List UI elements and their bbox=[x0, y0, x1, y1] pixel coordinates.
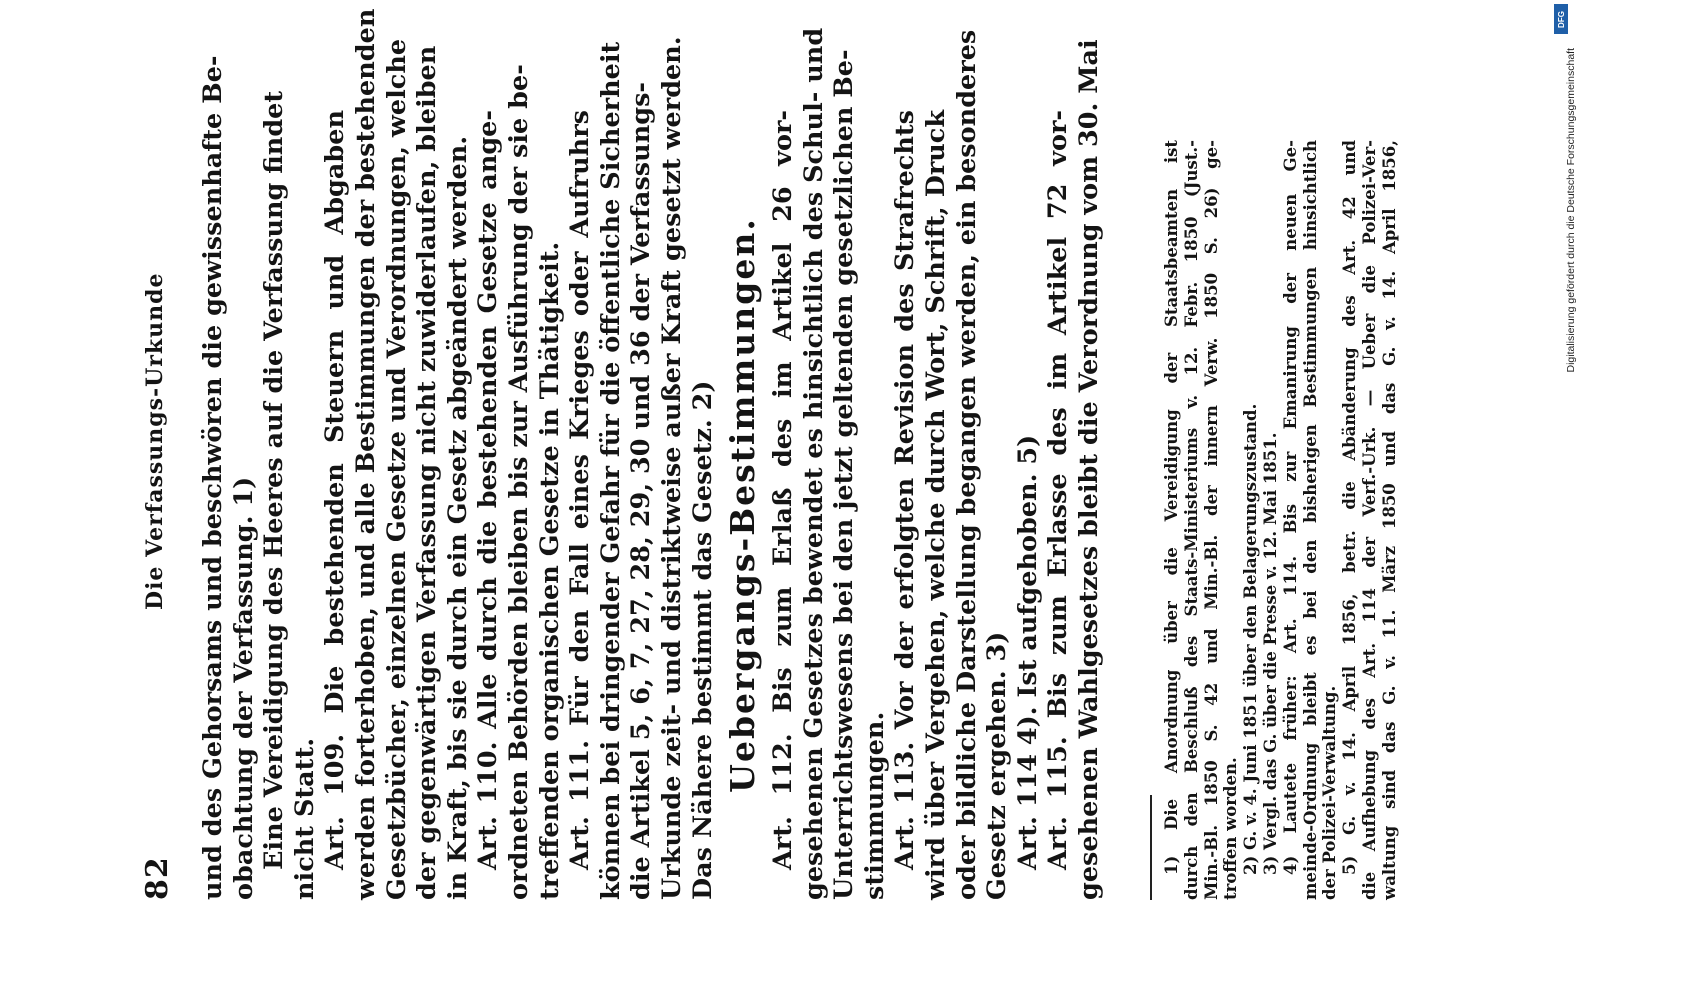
text-line: nicht Statt. bbox=[289, 737, 320, 900]
footnote-line: der Polizei-Verwaltung. bbox=[1320, 685, 1340, 900]
text-line: Das Nähere bestimmt das Gesetz. 2) bbox=[687, 380, 718, 900]
text-block-1 bbox=[198, 8, 718, 900]
credit-text: Digitalisierung gefördert durch die Deutsche Forschungsgemeinschaft bbox=[1565, 48, 1577, 373]
text-line: wird über Vergehen, welche durch Wort, Schrift, Druck bbox=[921, 110, 952, 900]
text-line: Art. 109. Die bestehenden Steuern und Abgaben bbox=[320, 110, 351, 870]
text-line: die Artikel 5, 6, 7, 27, 28, 29, 30 und 36 der Verfassungs- bbox=[626, 81, 657, 900]
text-line: Art. 111. Für den Fall eines Krieges oder Aufruhrs bbox=[565, 110, 596, 870]
book-page bbox=[140, 8, 1399, 900]
text-line: der gegenwärtigen Verfassung nicht zuwiderlaufen, bleiben bbox=[412, 45, 443, 900]
footnote-line: 3) Vergl. das G. über die Presse v. 12. Mai 1851. bbox=[1260, 432, 1280, 875]
running-head: Die Verfassungs-Urkunde bbox=[142, 272, 168, 610]
dfg-logo bbox=[1554, 4, 1568, 34]
footnote-line: die Aufhebung des Art. 114 der Verf.-Urk. — Ueber die Polizei-Ver- bbox=[1359, 140, 1379, 900]
text-line: Art. 115. Bis zum Erlasse des im Artikel 72 vor- bbox=[1043, 110, 1074, 870]
footnote-line: meinde-Ordnung bleibt es bei den bisherigen Bestimmungen hinsichtlich bbox=[1300, 140, 1320, 900]
text-line: stimmungen. bbox=[859, 711, 890, 900]
footnote-line: 5) G. v. 14. April 1856, betr. die Abänderung des Art. 42 und bbox=[1340, 140, 1360, 875]
text-block-2 bbox=[768, 27, 1105, 900]
text-line: Gesetzbücher, einzelnen Gesetze und Verordnungen, welche bbox=[381, 38, 412, 900]
text-line: oder bildliche Darstellung begangen werden, ein besonderes bbox=[951, 29, 982, 900]
text-line: Urkunde zeit- und distriktweise außer Kraft gesetzt werden. bbox=[656, 36, 687, 900]
text-line: treffenden organischen Gesetze in Thätigkeit. bbox=[534, 241, 565, 900]
footnote-line: durch den Beschluß des Staats-Ministeriums v. 12. Febr. 1850 (Just.- bbox=[1181, 140, 1201, 900]
footnote-line: troffen worden. bbox=[1221, 757, 1241, 900]
footnote-line: waltung sind das G. v. 11. März 1850 und das G. v. 14. April 1856, bbox=[1379, 140, 1399, 900]
text-line: können bei dringender Gefahr für die öffentliche Sicherheit bbox=[595, 41, 626, 900]
text-line: gesehenen Wahlgesetzes bleibt die Verordnung vom 30. Mai bbox=[1074, 39, 1105, 900]
footnote-line: 4) Lautete früher: Art. 114. Bis zur Emanirung der neuen Ge- bbox=[1280, 140, 1300, 875]
text-line: Art. 113. Vor der erfolgten Revision des Strafrechts bbox=[890, 110, 921, 870]
text-line: werden forterhoben, und alle Bestimmungen der bestehenden bbox=[350, 8, 381, 900]
footnote-line: 1) Die Anordnung über die Vereidigung der Staatsbeamten ist bbox=[1162, 140, 1181, 875]
main-text bbox=[198, 8, 1105, 900]
footnotes bbox=[1162, 140, 1400, 900]
text-line: gesehenen Gesetzes bewendet es hinsichtlich des Schul- und bbox=[798, 27, 829, 900]
section-heading: Uebergangs-Bestimmungen. bbox=[723, 217, 763, 793]
text-line: Art. 114 4). Ist aufgehoben. 5) bbox=[1012, 434, 1043, 870]
text-line: und des Gehorsams und beschwören die gewissenhafte Be- bbox=[198, 55, 228, 900]
text-line: Art. 112. Bis zum Erlaß des im Artikel 26 vor- bbox=[768, 110, 799, 870]
text-line: Art. 110. Alle durch die bestehenden Gesetze ange- bbox=[473, 110, 504, 870]
text-line: Unterrichtswesens bei den jetzt geltenden gesetzlichen Be- bbox=[829, 49, 860, 900]
digitization-credit bbox=[1556, 0, 1582, 1000]
text-line: Gesetz ergehen. 3) bbox=[982, 631, 1013, 900]
text-line: in Kraft, bis sie durch ein Gesetz abgeändert werden. bbox=[442, 135, 473, 900]
text-line: Eine Vereidigung des Heeres auf die Verfassung findet bbox=[259, 90, 290, 870]
footnote-line: Min.-Bl. 1850 S. 42 und Min.-Bl. der innern Verw. 1850 S. 26) ge- bbox=[1201, 140, 1221, 900]
footnote-line: 2) G. v. 4. Juni 1851 über den Belagerungszustand. bbox=[1241, 403, 1261, 875]
footnote-rule bbox=[1150, 795, 1152, 900]
text-line: obachtung der Verfassung. 1) bbox=[228, 476, 259, 900]
page-number: 82 bbox=[140, 856, 175, 900]
dfg-logo-text: DFG bbox=[1556, 10, 1566, 28]
text-line: ordneten Behörden bleiben bis zur Ausführung der sie be- bbox=[503, 64, 534, 900]
